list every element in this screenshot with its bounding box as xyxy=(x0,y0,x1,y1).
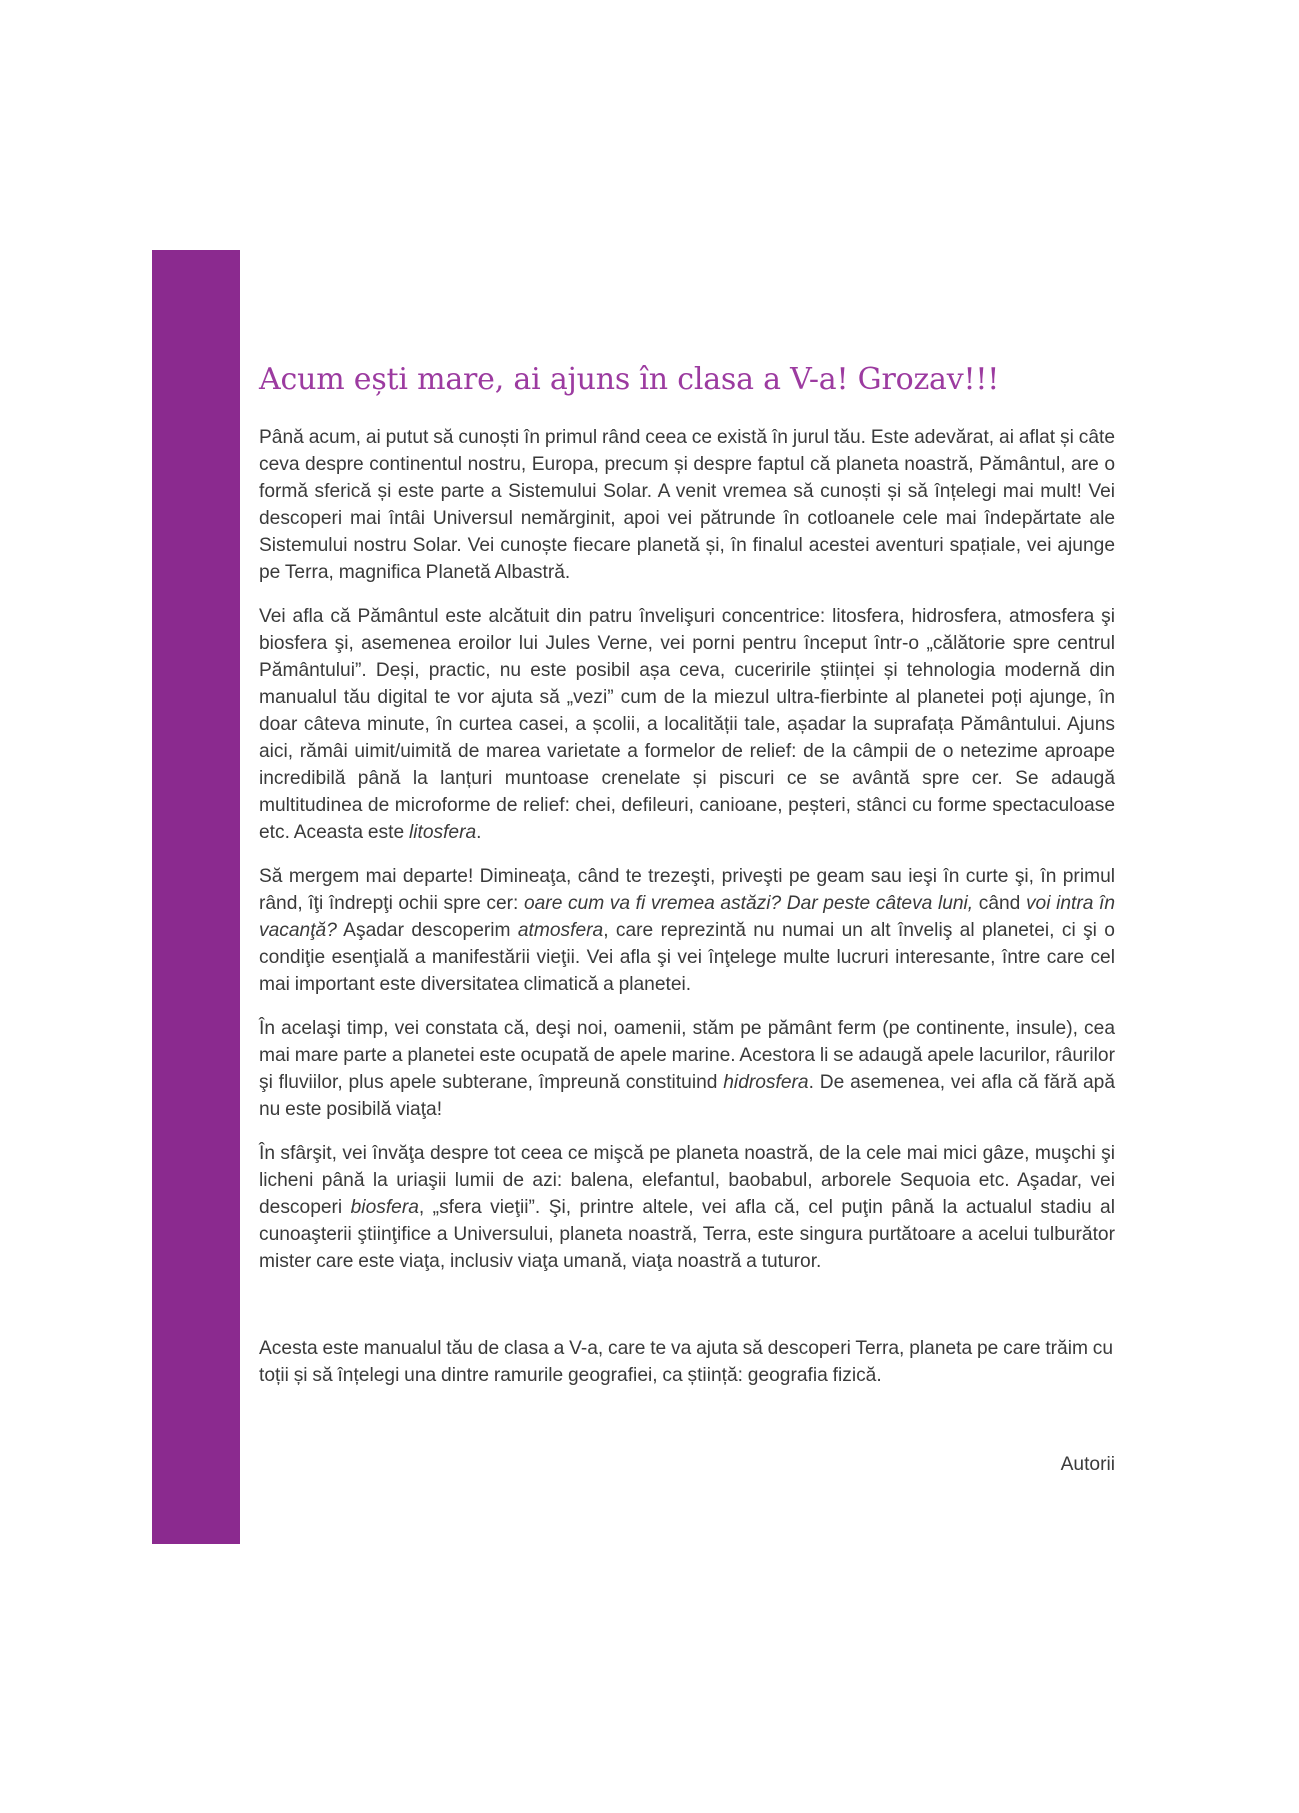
paragraph-biosphere xyxy=(259,1140,1115,1275)
accent-side-bar xyxy=(152,250,240,1544)
text-run: . De asemenea, vei afla că fără apă nu este posibilă viaţa! xyxy=(259,1072,1116,1120)
paragraph-universe xyxy=(259,424,1115,586)
text-run: Să mergem mai departe! Dimineaţa, când te trezeşti, priveşti pe geam sau ieşi în curte şi, în primul rând, îţi îndrepţi ochii spre cer: xyxy=(259,866,1115,914)
emphasized-term: atmosfera xyxy=(517,920,604,941)
page-title: Acum ești mare, ai ajuns în clasa a V-a! Grozav!!! xyxy=(259,362,1000,397)
text-run: , care reprezintă nu numai un alt înveliş al planetei, ci şi o condiţie esenţială a manifestării vieţii. Vei afla şi vei înţelege multe lucruri interesante, între care cel mai important este diversitatea climatică a planetei. xyxy=(259,920,1115,995)
text-run: Până acum, ai putut să cunoști în primul rând ceea ce există în jurul tău. Este adevărat, ai aflat și câte ceva despre continentul nostru, Europa, precum și despre faptul că planeta noastră, Pământul, are o formă sferică și este parte a Sistemului Solar. A venit vremea să cunoști și să înțelegi mai mult! Vei descoperi mai întâi Universul nemărginit, apoi vei pătrunde în cotloanele cele mai îndepărtate ale Sistemului nostru Solar. Vei cunoște fiecare planetă și, în finalul acestei aventuri spațiale, vei ajunge pe Terra, magnifica Planetă Albastră. xyxy=(259,427,1115,583)
emphasized-term: litosfera xyxy=(408,822,477,843)
emphasized-term: hidrosfera xyxy=(723,1072,809,1093)
emphasized-term: voi intra în vacanţă? xyxy=(259,893,1115,941)
text-run: , „sfera vieţii”. Şi, printre altele, vei afla că, cel puţin până la actualul stadiu al cunoaşterii ştiinţifice a Universului, planeta noastră, Terra, este singura purtătoare a acelui tulburător mister care este viaţa, inclusiv viaţa umană, viaţa noastră a tuturor. xyxy=(259,1197,1115,1272)
paragraph-hydrosphere xyxy=(259,1015,1115,1123)
text-run: Aşadar descoperim xyxy=(336,920,518,941)
closing-paragraph: Acesta este manualul tău de clasa a V-a, care te va ajuta să descoperi Terra, planeta pe care trăim cu toții și să înțelegi una dintre ramurile geografiei, ca știință: geografia fizică. xyxy=(259,1338,1114,1386)
paragraph-lithosphere xyxy=(259,603,1115,846)
paragraph-atmosphere xyxy=(259,863,1115,998)
foreword-content xyxy=(259,356,1115,1478)
body-text xyxy=(259,424,1115,1275)
closing-section xyxy=(259,1335,1115,1389)
text-run: În sfârşit, vei învăţa despre tot ceea ce mişcă pe planeta noastră, de la cele mai mici gâze, muşchi şi licheni până la uriaşii lumii de azi: balena, elefantul, baobabul, arborele Sequoia etc. Aşadar, vei descoperi xyxy=(259,1143,1115,1218)
emphasized-term: biosfera xyxy=(350,1197,419,1218)
signature: Autorii xyxy=(1060,1454,1115,1475)
text-run: . xyxy=(476,822,482,843)
text-run: În acelaşi timp, vei constata că, deşi noi, oamenii, stăm pe pământ ferm (pe continente, insule), cea mai mare parte a planetei este ocupată de apele marine. Acestora li se adaugă apele lacurilor, râurilor şi fluviilor, plus apele subterane, împreună constituind xyxy=(259,1018,1115,1093)
emphasized-term: oare cum va fi vremea astăzi? Dar peste câteva luni, xyxy=(523,893,974,914)
text-run: Vei afla că Pământul este alcătuit din patru învelişuri concentrice: litosfera, hidrosfera, atmosfera şi biosfera şi, asemenea eroilor lui Jules Verne, vei porni pentru început într-o „călătorie spre centrul Pământului”. Deși, practic, nu este posibil așa ceva, cuceririle științei și tehnologia modernă din manualul tău digital te vor ajuta să „vezi” cum de la miezul ultra-fierbinte al planetei poți ajunge, în doar câteva minute, în curtea casei, a școlii, a localității tale, așadar la suprafața Pământului. Ajuns aici, rămâi uimit/uimită de marea varietate a formelor de relief: de la câmpii de o netezime aproape incredibilă până la lanțuri muntoase crenelate și piscuri ce se avântă spre cer. Se adaugă multitudinea de microforme de relief: chei, defileuri, canioane, peșteri, stânci cu forme spectaculoase etc. Aceasta este xyxy=(259,606,1115,843)
text-run: când xyxy=(973,893,1026,914)
